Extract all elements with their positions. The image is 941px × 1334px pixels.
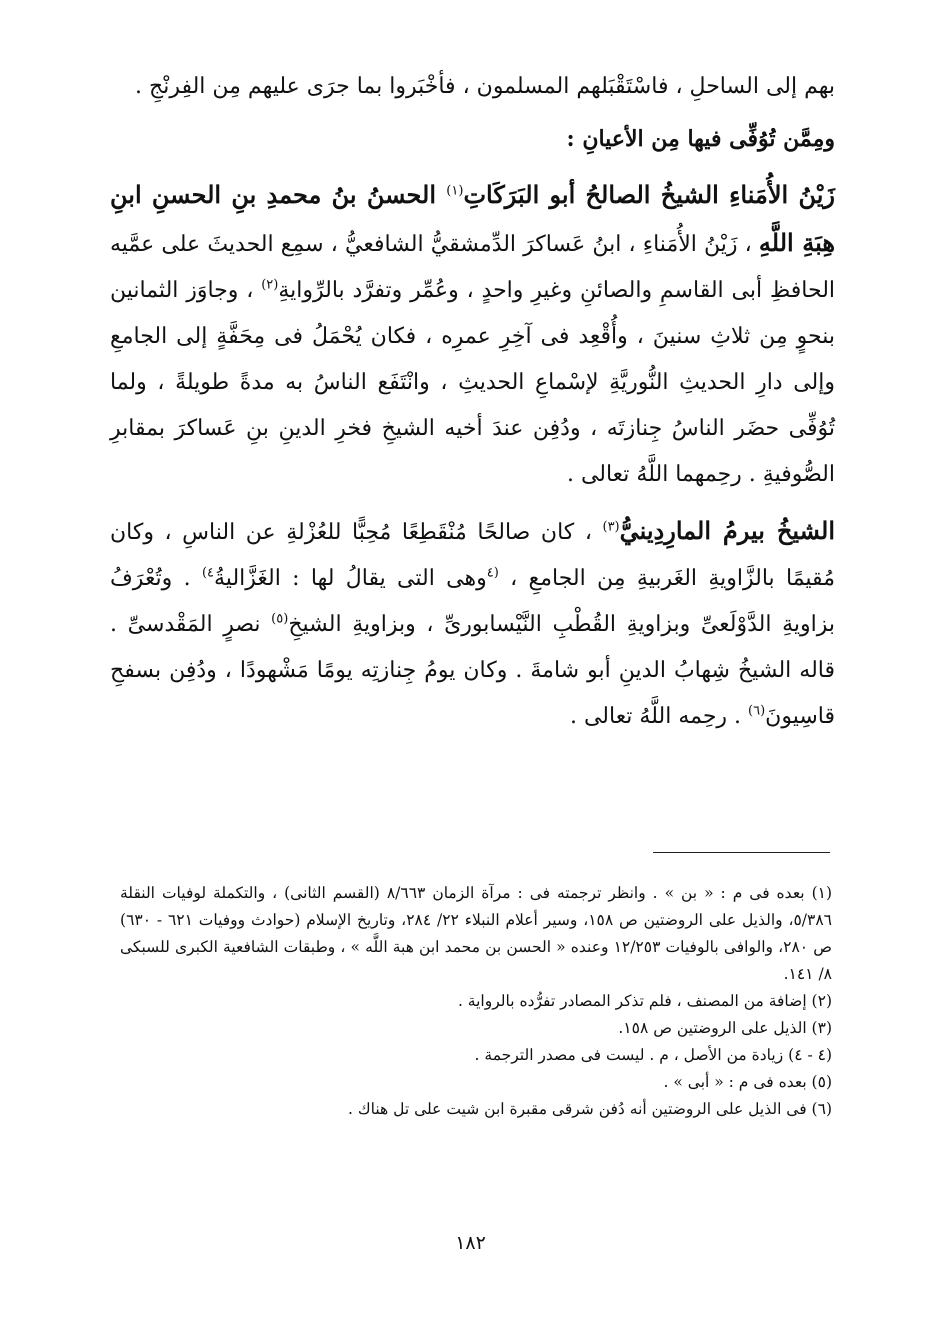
footnote-6: (٦) فى الذيل على الروضتين أنه دُفن شرقى مقبرة ابن شيت على تل هناك . bbox=[348, 1100, 832, 1118]
entry2-text-part2: وهى التى يقالُ لها : الغَزَّاليةُ bbox=[214, 566, 487, 591]
footnote-ref-4-close: ٤) bbox=[201, 565, 215, 581]
footnote-2: (٢) إضافة من المصنف ، فلم تذكر المصادر تفرُّده بالرواية . bbox=[457, 992, 832, 1010]
footnote-5: (٥) بعده فى م : « أبى » . bbox=[663, 1073, 832, 1091]
footnote-1: (١) بعده فى م : « بن » . وانظر ترجمته فى : مرآة الزمان ٨/٦٦٣ (القسم الثانى) ، والتكملة لوفيات النقلة ٥/٣٨٦، والذيل على الروضتين ص ١٥٨، وسير أعلام النبلاء ٢٢/ ٢٨٤، وتاريخ الإسلام (حوادث ووفيات ٦٢١ - ٦٣٠) ص ٢٨٠، والوافى بالوفيات ١٢/٢٥٣ وعنده « الحسن بن محمد ابن هبة اللَّه » ، وطبقات الشافعية الكبرى للسبكى ٨/ ١٤١. bbox=[120, 884, 833, 983]
entry1-name-part2: الحسنُ بنُ محمدِ بنِ الحسنِ ابنِ هِبَةِ اللَّهِ bbox=[110, 180, 835, 257]
entry2-text-part5: . رحِمه اللَّهُ تعالى . bbox=[569, 704, 749, 729]
section-heading: ومِمَّن تُوُفِّى فيها مِن الأعيانِ : bbox=[566, 126, 835, 152]
footnote-3: (٣) الذيل على الروضتين ص ١٥٨. bbox=[618, 1019, 832, 1037]
entry1-name-part1: زَيْنُ الأُمَناءِ الشيخُ الصالحُ أبو البَرَكَاتِ bbox=[463, 180, 835, 209]
entry1-text-part1: ، زَيْنُ الأُمَناءِ ، ابنُ عَساكرَ الدِّمشقيُّ الشافعيُّ ، سمِع الحديثَ على عمَّيه الحافظِ أبى القاسمِ والصائنِ وغيرِ واحدٍ ، وعُمِّر وتفرَّد بالرِّوايةِ bbox=[110, 232, 836, 303]
entry2-text-part1: ، كان صالحًا مُنْقَطِعًا مُحِبًّا للعُزْلةِ عن الناسِ ، وكان مُقيمًا بالزَّاويةِ الغَربيةِ مِن الجامعِ ، bbox=[110, 520, 835, 591]
footnote-separator bbox=[653, 852, 830, 853]
biography-entry-1 bbox=[110, 172, 835, 498]
footnote-ref-4-open: (٤ bbox=[486, 565, 499, 581]
footnote-ref-3: (٣) bbox=[602, 519, 620, 535]
footnote-ref-2: (٢) bbox=[261, 277, 279, 293]
entry2-text-part3: . وتُعْرَفُ بزاويةِ الدَّوْلَعىِّ وبزاويةِ القُطْبِ النَّيْسابورىِّ ، وبزاويةِ الشيخِ bbox=[110, 566, 835, 637]
footnote-ref-6: (٦) bbox=[748, 703, 766, 719]
footnote-4: (٤ - ٤) زيادة من الأصل ، م . ليست فى مصدر الترجمة . bbox=[474, 1046, 832, 1064]
page-number: ١٨٢ bbox=[455, 1232, 486, 1254]
entry2-text-part4: نصرٍ المَقْدسىِّ . قاله الشيخُ شِهابُ الدينِ أبو شامةَ . وكان يومُ جِنازتِه يومًا مَشْهودًا ، ودُفِن بسفحِ قاسِيونَ bbox=[110, 612, 835, 729]
biography-entry-2 bbox=[110, 508, 835, 740]
intro-paragraph: بهم إلى الساحلِ ، فاسْتَقْبَلهم المسلمون ، فأخْبَروا بما جرَى عليهم مِن الفِرنْجِ . bbox=[135, 74, 835, 99]
entry1-text-part2: ، وجاوَز الثمانين بنحوٍ مِن ثلاثِ سنينَ ، وأُقْعِد فى آخِرِ عمرِه ، فكان يُحْمَلُ فى مِحَفَّةٍ إلى الجامعِ وإلى دارِ الحديثِ النُّوريَّةِ لإسْماعِ الحديثِ ، وانْتَفَع الناسُ به مدةً طويلةً ، ولما تُوُفِّى حضَر الناسُ جِنازتَه ، ودُفِن عندَ أخيه الشيخِ فخرِ الدينِ بنِ عَساكرَ بمقابرِ الصُّوفيةِ . رحِمهما اللَّهُ تعالى . bbox=[110, 278, 835, 487]
entry2-name: الشيخُ بيرمُ المارِدِينيُّ bbox=[619, 516, 835, 545]
main-text bbox=[110, 64, 835, 746]
footnotes bbox=[120, 880, 832, 1123]
footnote-ref-5: (٥) bbox=[271, 611, 289, 627]
footnote-ref-1: (١) bbox=[446, 183, 464, 199]
